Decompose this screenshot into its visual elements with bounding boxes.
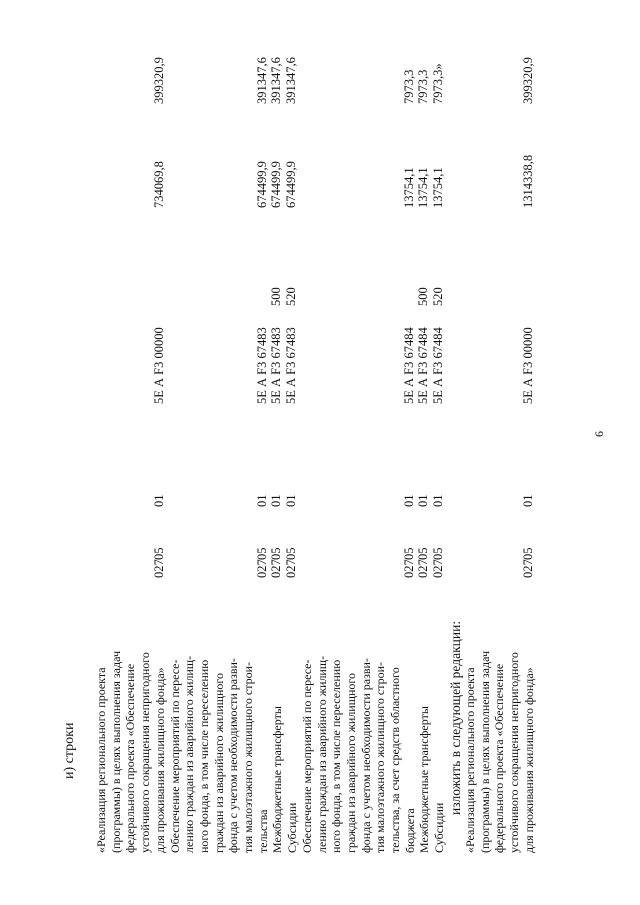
- row-name-line: Субсидии: [285, 802, 300, 853]
- row-name-line: бюджета: [402, 808, 417, 853]
- row-name-line: федерального проекта «Обеспечение: [492, 663, 507, 853]
- row-target-code: 5Е А F3 00000: [151, 327, 166, 404]
- page-number: 6: [592, 431, 606, 437]
- row-target-code: 5Е А F3 00000: [520, 327, 535, 404]
- row-value-2: 7973,3: [416, 69, 431, 104]
- row-section: 05: [151, 547, 166, 560]
- row-value-1: 1314338,8: [520, 154, 535, 208]
- row-name-line: Обеспечение мероприятий по пересе-: [299, 659, 314, 853]
- intro-text: изложить в следующей редакции:: [447, 620, 463, 815]
- row-section: 05: [254, 547, 269, 560]
- row-name-line: лению граждан из аварийного жилищ-: [182, 655, 197, 853]
- row-name-line: устойчивого сокращения непригодного: [506, 652, 521, 853]
- row-name-line: тельства, за счет средств областного: [388, 667, 403, 853]
- row-section: 05: [401, 547, 416, 560]
- row-name: [168, 533, 271, 853]
- row-code: 027: [520, 559, 535, 578]
- row-value-1: 13754,1: [431, 167, 446, 208]
- row-target-code: 5Е А F3 67484: [416, 327, 431, 404]
- row-name: [285, 533, 300, 853]
- row-value-1: 674499,9: [284, 161, 299, 208]
- row-value-2: 391347,6: [269, 57, 284, 104]
- row-name-line: федерального проекта «Обеспечение: [123, 663, 138, 853]
- row-name-line: (программы) в целях выполнения задач: [108, 651, 123, 853]
- row-name-line: «Реализация регионального проекта: [94, 667, 108, 853]
- row-value-1: 674499,9: [269, 161, 284, 208]
- row-value-1: 13754,1: [401, 167, 416, 208]
- row-code: 027: [254, 559, 269, 578]
- row-subsection: 01: [401, 494, 416, 507]
- row-name: [417, 533, 432, 853]
- row-section: 05: [431, 547, 446, 560]
- row-value-1: 674499,9: [254, 161, 269, 208]
- row-name: [300, 533, 418, 853]
- row-name-line: фонда с учетом необходимости разви-: [226, 658, 241, 853]
- row-subsection: 01: [431, 494, 446, 507]
- row-target-code: 5Е А F3 67483: [254, 327, 269, 404]
- row-name-line: тия малоэтажного жилищного строи-: [373, 661, 388, 853]
- row-expense-type: 520: [284, 287, 299, 306]
- row-section: 05: [284, 547, 299, 560]
- row-name-line: для проживания жилищного фонда»: [521, 667, 536, 853]
- row-name-line: граждан из аварийного жилищного: [343, 672, 358, 853]
- row-name-line: (программы) в целях выполнения задач: [477, 651, 492, 853]
- row-name-line: Межбюджетные трансферты: [270, 706, 285, 853]
- row-name-line: тия малоэтажного жилищного строи-: [241, 661, 256, 853]
- row-name-line: граждан из аварийного жилищного: [211, 672, 226, 853]
- row-name-line: тельства: [255, 809, 270, 853]
- row-target-code: 5Е А F3 67484: [401, 327, 416, 404]
- row-value-1: 13754,1: [416, 167, 431, 208]
- row-code: 027: [151, 559, 166, 578]
- row-name: [270, 533, 285, 853]
- row-name-line: фонда с учетом необходимости разви-: [358, 658, 373, 853]
- row-name-line: Межбюджетные трансферты: [417, 706, 432, 853]
- row-code: 027: [401, 559, 416, 578]
- row-subsection: 01: [269, 494, 284, 507]
- row-name-line: ного фонда, в том числе переселению: [329, 659, 344, 853]
- row-code: 027: [284, 559, 299, 578]
- row-name: [94, 533, 168, 853]
- row-subsection: 01: [520, 494, 535, 507]
- row-section: 05: [416, 547, 431, 560]
- row-section: 05: [520, 547, 535, 560]
- row-value-2: 7973,3: [401, 69, 416, 104]
- row-expense-type: 500: [269, 287, 284, 306]
- row-expense-type: 500: [416, 287, 431, 306]
- row-value-2: 399320,9: [520, 57, 535, 104]
- section-title: и) строки: [62, 722, 77, 779]
- row-name-line: «Реализация регионального проекта: [462, 667, 477, 853]
- row-name-line: лению граждан из аварийного жилищ-: [314, 655, 329, 853]
- row-target-code: 5Е А F3 67483: [284, 327, 299, 404]
- row-name-line: устойчивого сокращения непригодного: [138, 652, 153, 853]
- row-value-2: 7973,3»: [431, 63, 446, 104]
- row-subsection: 01: [151, 494, 166, 507]
- row-name-line: Обеспечение мероприятий по пересе-: [167, 659, 182, 853]
- row-value-2: 391347,6: [254, 57, 269, 104]
- row-section: 05: [269, 547, 284, 560]
- row-target-code: 5Е А F3 67483: [269, 327, 284, 404]
- row-subsection: 01: [416, 494, 431, 507]
- row-name-line: для проживания жилищного фонда»: [152, 667, 167, 853]
- row-code: 027: [431, 559, 446, 578]
- row-value-2: 391347,6: [284, 57, 299, 104]
- row-value-2: 399320,9: [151, 57, 166, 104]
- row-subsection: 01: [254, 494, 269, 507]
- row-code: 027: [269, 559, 284, 578]
- row-name-line: ного фонда, в том числе переселению: [196, 659, 211, 853]
- row-expense-type: 520: [431, 287, 446, 306]
- row-name: [432, 533, 447, 853]
- row-subsection: 01: [284, 494, 299, 507]
- row-name-line: Субсидии: [432, 802, 447, 853]
- row-code: 027: [416, 559, 431, 578]
- row-value-1: 734069,8: [151, 161, 166, 208]
- row-name: [463, 533, 537, 853]
- row-target-code: 5Е А F3 67484: [431, 327, 446, 404]
